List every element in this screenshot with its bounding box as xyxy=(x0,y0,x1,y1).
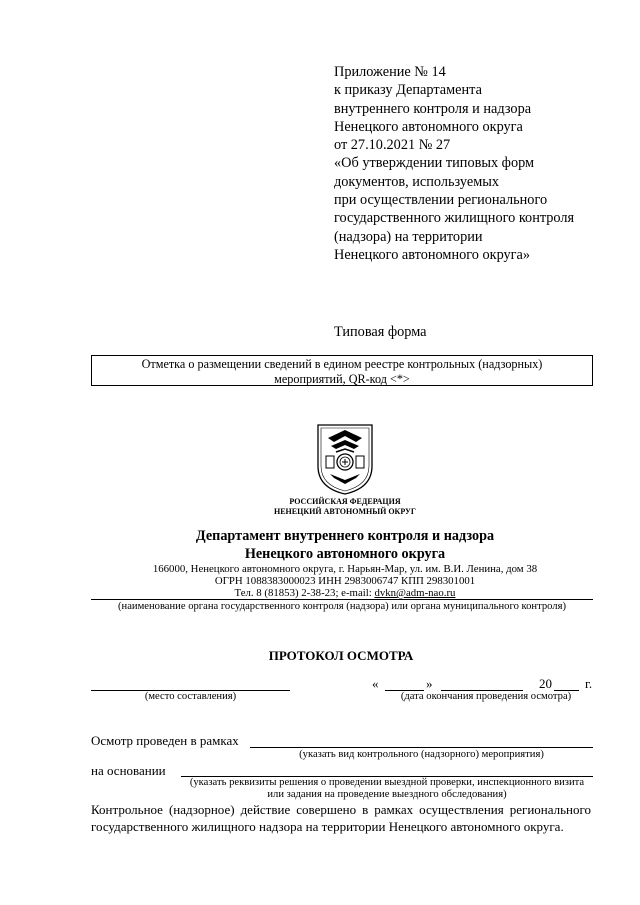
appendix-line: «Об утверждении типовых форм xyxy=(334,155,535,172)
agency-divider xyxy=(91,599,593,600)
nenets-coat-of-arms-icon xyxy=(314,422,376,496)
qr-box-line: мероприятий, QR-код <*> xyxy=(274,371,410,386)
appendix-line: документов, используемых xyxy=(334,173,499,190)
appendix-line: от 27.10.2021 № 27 xyxy=(334,137,451,154)
date-open-quote: « xyxy=(372,676,379,691)
appendix-line: внутреннего контроля и надзора xyxy=(334,100,532,117)
inspection-type-input-line[interactable] xyxy=(250,747,593,748)
date-caption: (дата окончания проведения осмотра) xyxy=(400,691,572,702)
protocol-title: ПРОТОКОЛ ОСМОТРА xyxy=(268,648,414,663)
appendix-line: Ненецкого автономного округа» xyxy=(334,246,531,263)
department-title-line: Ненецкого автономного округа xyxy=(244,546,446,562)
qr-box-line: Отметка о размещении сведений в едином реестре контрольных (надзорных) xyxy=(141,357,543,371)
appendix-line: (надзора) на территории xyxy=(334,228,483,245)
body-paragraph: Контрольное (надзорное) действие совершено в рамках осуществления регионального государственного жилищного надзора на территории Ненецкого автономного округа. xyxy=(91,802,591,834)
appendix-header xyxy=(334,63,624,264)
date-row xyxy=(369,676,599,692)
appendix-line: государственного жилищного контроля xyxy=(334,210,575,227)
phone-text: Тел. 8 (81853) 2-38-23; e-mail: xyxy=(234,587,375,599)
department-contacts xyxy=(120,563,570,599)
inspection-label: Осмотр проведен в рамках xyxy=(91,733,239,748)
agency-caption: (наименование органа государственного контроля (надзора) или органа муниципального контроля) xyxy=(118,601,566,612)
basis-label: на основании xyxy=(91,763,166,778)
department-title xyxy=(130,527,560,563)
department-address: 166000, Ненецкого автономного округа, г. Нарьян-Мар, ул. им. В.И. Ленина, дом 38 xyxy=(152,563,538,575)
year-century: 20 xyxy=(539,676,552,691)
email-link[interactable]: dvkn@adm-nao.ru xyxy=(374,587,456,599)
year-suffix: г. xyxy=(585,676,593,691)
department-ids: ОГРН 1088383000023 ИНН 2983006747 КПП 298301001 xyxy=(214,575,476,587)
inspection-caption: (указать вид контрольного (надзорного) мероприятия) xyxy=(299,749,544,760)
federation-line: РОССИЙСКАЯ ФЕДЕРАЦИЯ xyxy=(289,497,401,506)
department-title-line: Департамент внутреннего контроля и надзора xyxy=(195,528,495,544)
date-close-quote: » xyxy=(426,676,433,691)
basis-caption xyxy=(181,777,593,801)
appendix-line: к приказу Департамента xyxy=(334,82,482,99)
federation-heading xyxy=(200,497,490,516)
appendix-line: Приложение № 14 xyxy=(334,64,446,80)
appendix-line: при осуществлении регионального xyxy=(334,192,548,209)
place-caption: (место составления) xyxy=(144,691,237,702)
basis-caption-line: (указать реквизиты решения о проведении выездной проверки, инспекционного визита xyxy=(189,777,585,788)
basis-caption-line: или задания на проведение выездного обследования) xyxy=(267,789,507,800)
qr-code-box xyxy=(91,355,593,386)
form-type-label: Типовая форма xyxy=(334,324,427,340)
appendix-line: Ненецкого автономного округа xyxy=(334,118,523,135)
department-contact-line xyxy=(120,587,570,599)
federation-line: НЕНЕЦКИЙ АВТОНОМНЫЙ ОКРУГ xyxy=(273,506,416,516)
